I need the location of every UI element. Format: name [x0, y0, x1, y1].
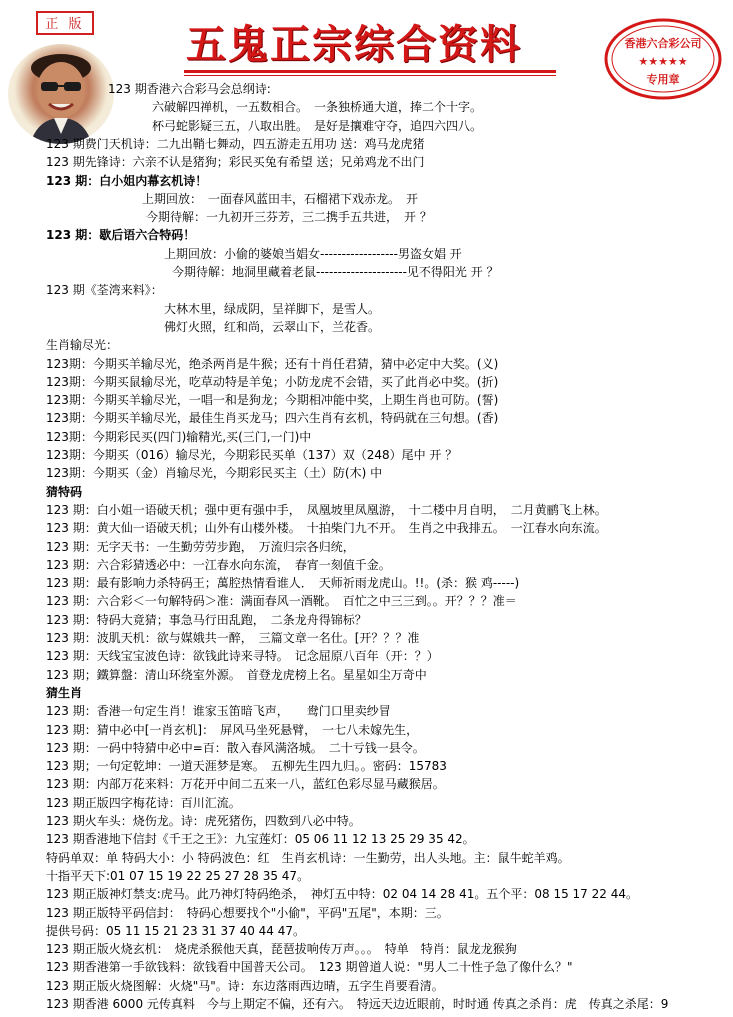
text-line: 今期待解：地洞里藏着老鼠---------------------见不得阳光 开 ？ — [172, 265, 499, 279]
text-line: 123 期火车头：烧伤龙。诗：虎死猪伤，四数到八必中特。 — [46, 814, 361, 828]
text-line: 123 期先锋诗：六亲不认是猪狗；彩民买兔有希望 送；兄弟鸡龙不出门 — [46, 155, 425, 170]
text-line: 123 期：六合彩猜透必中：一江春水向东流， 春宵一刻值千金。 — [46, 557, 391, 572]
text-line: 123 期：歇后语六合特码！ — [46, 228, 196, 243]
edition-badge: 正 版 — [36, 11, 94, 35]
text-line: 123 期正版火烧图解：火烧"马"。诗：东边落雨西边晴，五字生肖要看清。 — [46, 978, 444, 993]
text-line: 123 期：无字天书：一生勤劳劳步跑， 万流归宗各归统， — [46, 539, 355, 554]
text-line: 123 期《荃湾来料》： — [46, 283, 163, 298]
text-line: 佛灯火照，红和尚，云翠山下，兰花香。 — [164, 319, 381, 334]
text-line: 123期：今期买羊输尽光，一唱一和是狗龙；今期相冲能中奖，上期生肖也可防。(誓) — [46, 393, 499, 408]
text-line: 猜特码 — [46, 484, 83, 499]
text-line: 123 期：白小姐一语破天机；强中更有强中手， 凤凰坡里凤凰游， 十二楼中月自明， 二月黄鹂飞上林。 — [46, 502, 607, 517]
text-line: 123 期费门天机诗：二九出鞘七舞动，四五游走五用功 送：鸡马龙虎猪 — [46, 136, 425, 151]
text-line: 123 期香港 6000 元传真料 今与上期定不偏，还有六。 特远天边近眼前，时时通 传真之杀肖：虎 传真之杀尾：9 — [46, 997, 669, 1011]
text-line: 123 期正版神灯禁支:虎马。此乃神灯特码绝杀， 神灯五中特：02 04 14 28 41。五个平：08 15 17 22 44。 — [46, 887, 638, 902]
text-line: 123期：今期买羊输尽光，最佳生肖买龙马；四六生肖有玄机，特码就在三句想。(香) — [46, 411, 499, 426]
portrait-image — [8, 44, 114, 144]
company-seal-icon — [603, 17, 723, 101]
text-line: 杯弓蛇影疑三五，八取出胜。 是好是攘难守夺，追四六四八。 — [152, 118, 483, 133]
text-line: 123期：今期买鼠输尽光，吃草动特是羊兔；小防龙虎不会错，买了此肖必中奖。(折) — [46, 374, 499, 389]
text-line: 123期：今期彩民买(四门)输精光,买(三门,一门)中 — [46, 429, 312, 444]
text-line: 123 期：白小姐内幕玄机诗！ — [46, 173, 208, 188]
avatar — [8, 44, 114, 144]
text-line: 123 期：一码中特猜中必中=百：散入春风满洛城。 二十亏钱一县令。 — [46, 740, 425, 755]
text-line: 123 期；一句定乾坤：一道天涯梦是寒。 五柳先生四九归。。密码：15783 — [46, 759, 447, 774]
text-line: 123 期：香港一句定生肖！谁家玉笛暗飞声， 鸯门口里卖纱冒 — [46, 704, 391, 719]
text-line: 123 期：天线宝宝波色诗：欲钱此诗来寻特。 记念屈原八百年（开：？） — [46, 649, 439, 664]
text-line: 123 期：内部万花来料：万花开中间二五来一八，蓝红色彩尽显马藏猴居。 — [46, 777, 445, 792]
seal-line-3: 专用章 — [646, 73, 680, 86]
text-line: 特码单双：单 特码大小：小 特码波色：红 生肖玄机诗：一生勤劳，出人头地。主：鼠牛蛇羊鸡。 — [46, 850, 570, 865]
text-line: 123 期香港六合彩马会总纲诗: — [108, 82, 271, 96]
text-line: 123 期：特码大竟猜；事急马行田乱跑， 二条龙舟得锦标？ — [46, 612, 367, 627]
text-line: 123 期正版特平码信封： 特码心想要找个"小偷"，平码"五尾"，本期：三。 — [46, 905, 449, 920]
text-line: 123 期：黄大仙一语破天机；山外有山楼外楼。 十拍柴门九不开。 生肖之中我排五。 一江春水向东流。 — [46, 521, 607, 536]
text-line: 今期待解：一九初开三芬芳，三二携手五共进， 开 ？ — [146, 210, 432, 225]
text-line: 上期回放：小偷的婆娘当娼女------------------男盗女娼 开 — [164, 246, 462, 261]
text-line: 123期：今期买羊输尽光，绝杀两肖是牛猴；还有十肖任君猜，猜中必定中大奖。(义) — [46, 356, 499, 371]
text-line: 123期：今期买（金）肖输尽光，今期彩民买主（土）防(木) 中 — [46, 466, 383, 481]
text-line: 上期回放： 一面春风蓝田丰，石榴裙下戏赤龙。 开 — [142, 191, 419, 206]
text-line: 123 期正版四字梅花诗：百川汇流。 — [46, 795, 241, 810]
seal-line-1: 香港六合彩公司 — [624, 37, 702, 50]
text-line: 十指平天下:01 07 15 19 22 25 27 28 35 47。 — [46, 868, 310, 883]
text-line: 提供号码：05 11 15 21 23 31 37 40 44 47。 — [46, 923, 306, 938]
text-line: 生肖输尽光： — [46, 338, 119, 353]
text-line: 123期：今期买（016）输尽光，今期彩民买单（137）双（248）尾中 开 ？ — [46, 448, 458, 462]
text-line: 123 期香港地下信封《千王之王》：九宝莲灯：05 06 11 12 13 25 29 35 42。 — [46, 832, 475, 847]
text-line: 猜生肖 — [46, 685, 83, 700]
text-line: 123 期正版火烧玄机： 烧虎杀猴他天真，琵琶拔响传万声。。。 特单 特肖：鼠龙龙猴狗 — [46, 942, 517, 957]
title-underline-thin — [184, 75, 556, 76]
seal-line-2: ★★★★★ — [638, 55, 688, 68]
text-line: 六破解四禅机，一五数相合。 一条独桥通大道，捧二个十字。 — [152, 100, 483, 115]
text-line: 123 期：六合彩＜一句解特码＞准：满面春风一酒靴。 百忙之中三三到。。开？？？准＝ — [46, 594, 517, 609]
text-line: 123 期：最有影响力杀特码王；萬腔热情看谁人． 天师祈雨龙虎山。!!。(杀：猴 鸡-----) — [46, 576, 520, 591]
page-title: 五鬼正宗综合资料 — [186, 21, 522, 68]
text-line: 大林木里，绿成阴，呈祥脚下，是雪人。 — [164, 301, 381, 316]
text-line: 123 期：波肌天机：欲与媒娥共一醉， 三篇文章一名仕。[开？？？准 — [46, 631, 420, 645]
title-underline — [184, 70, 556, 73]
text-line: 123 期香港第一手欲钱料：欲钱看中国普天公司。 123 期曾道人说："男人二十性子急了像什么？" — [46, 960, 573, 975]
text-line: 123 期：猜中必中[一肖玄机]： 屏风马坐死悬臂， 一七八未嫁先生， — [46, 722, 419, 737]
text-line: 123 期；鐵算盤：清山环绕室外源。 首登龙虎榜上名。星星如尘万奇中 — [46, 667, 427, 682]
